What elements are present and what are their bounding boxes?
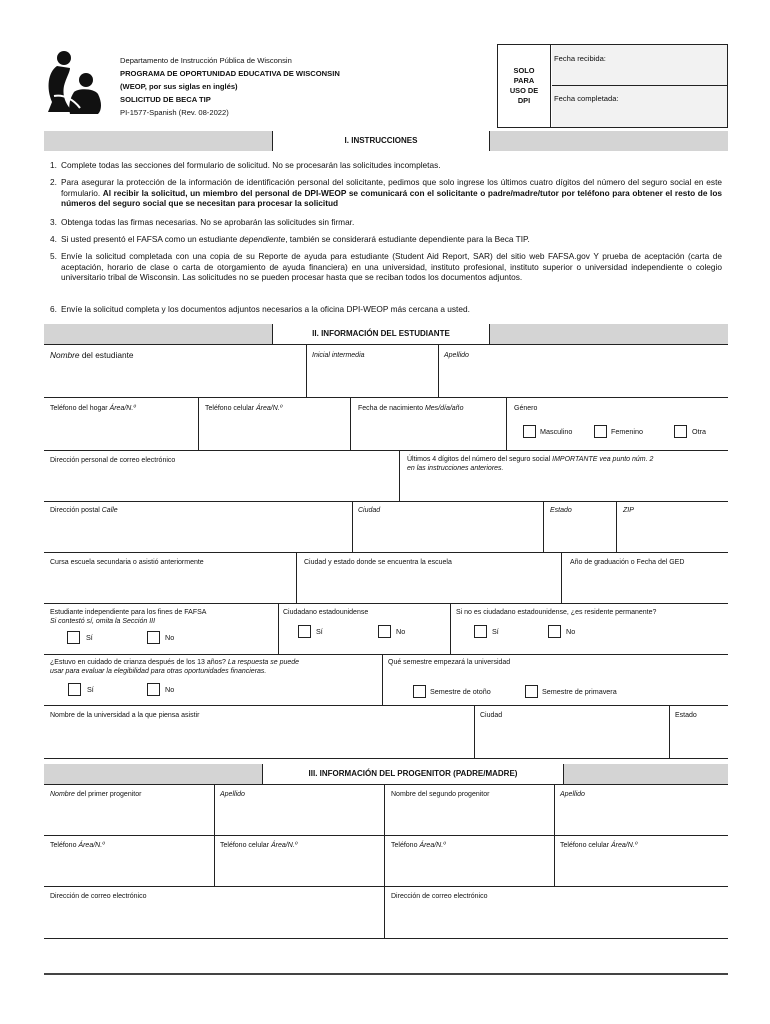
program-abbrev: (WEOP, por sus siglas en inglés) — [120, 82, 238, 91]
instruction-3: 3. Obtenga todas las firmas necesarias. No se aprobarán las solicitudes sin firmar. — [50, 217, 355, 227]
street-address-field[interactable]: Dirección postal Calle — [50, 507, 118, 514]
gender-female-checkbox[interactable] — [594, 425, 607, 438]
university-city-label: Ciudad — [480, 712, 503, 719]
section-3-title: III. INFORMACIÓN DEL PROGENITOR (PADRE/MADRE) — [262, 764, 564, 784]
footer-rule — [44, 973, 728, 975]
university-state-field[interactable] — [670, 706, 728, 758]
instruction-4: 4. Si usted presentó el FAFSA como un estudiante dependiente, también se considerará estudiante dependiente para la Beca TIP. — [50, 234, 530, 244]
citizen-yes-checkbox[interactable] — [298, 625, 311, 638]
city-field[interactable] — [353, 502, 543, 552]
state-label: Estado — [550, 507, 572, 514]
student-first-name-field[interactable]: Nombre del estudiante — [50, 350, 134, 360]
gender-male-checkbox[interactable] — [523, 425, 536, 438]
instruction-1: 1. Complete todas las secciones del formulario de solicitud. No se procesarán las solicitudes incompletas. — [50, 160, 441, 170]
student-last-name-field[interactable] — [439, 345, 728, 397]
foster-yes-checkbox[interactable] — [68, 683, 81, 696]
parent1-name-label: Nombre — [50, 791, 75, 798]
parent2-first-name-field[interactable] — [385, 785, 554, 835]
dob-field[interactable]: Fecha de nacimiento Mes/día/año — [358, 405, 464, 412]
graduation-year-label: Año de graduación o Fecha del GED — [570, 559, 685, 566]
instruction-5: 5. Envíe la solicitud completada con una copia de su Reporte de ayuda para estudiante (Student Aid Report, SAR) del sitio web FAFSA.gov Y prueba de aceptación (carta de aceptación, horario de clase o carta de otorgamiento de ayuda financiera) en una universidad, instituto profesional, instituto superior o universidad independiente o colegio universitario tribal de Wisconsin. Las solicitudes no se pueden procesar hasta que se reciban todos los documentos adjuntos. — [50, 251, 722, 283]
foster-no-checkbox[interactable] — [147, 683, 160, 696]
date-received-field[interactable] — [552, 45, 727, 86]
date-completed-field[interactable] — [552, 86, 727, 127]
resident-yes-checkbox[interactable] — [474, 625, 487, 638]
dpi-use-label-2: PARA — [513, 76, 535, 85]
ssn-label: Últimos 4 dígitos del número del seguro social — [407, 456, 553, 463]
dpi-use-box — [497, 44, 728, 128]
parent-child-logo-icon — [44, 50, 106, 116]
cell-phone-field[interactable]: Teléfono celular Área/N.º — [205, 405, 283, 412]
instruction-6: 6. Envíe la solicitud completa y los documentos adjuntos necesarios a la oficina DPI-WEOP más cercana a usted. — [50, 304, 470, 314]
section-2-bar — [44, 324, 728, 344]
gender-female-label: Femenino — [611, 427, 643, 436]
date-completed-label: Fecha completada: — [554, 94, 619, 103]
city-label: Ciudad — [358, 507, 381, 514]
section-1-bar — [44, 131, 728, 151]
gender-other-label: Otra — [692, 427, 706, 436]
state-field[interactable] — [544, 502, 616, 552]
dpi-use-label-3: USO DE — [509, 86, 539, 95]
form-id: PI-1577-Spanish (Rev. 08-2022) — [120, 108, 229, 117]
zip-label: ZIP — [623, 507, 634, 514]
fall-semester-checkbox[interactable] — [413, 685, 426, 698]
university-name-label: Nombre de la universidad a la que piensa asistir — [50, 712, 200, 719]
resident-no-checkbox[interactable] — [548, 625, 561, 638]
independent-no-checkbox[interactable] — [147, 631, 160, 644]
section-1-title: I. INSTRUCCIONES — [272, 131, 490, 151]
date-received-label: Fecha recibida: — [554, 54, 606, 63]
gender-male-label: Masculino — [540, 427, 573, 436]
permanent-resident-label: Si no es ciudadano estadounidense, ¿es residente permanente? — [456, 609, 657, 616]
home-phone-label: Teléfono del hogar — [50, 405, 110, 412]
gender-label: Género — [514, 405, 538, 412]
header-text — [120, 54, 490, 119]
school-city-state-field[interactable] — [297, 553, 561, 603]
start-semester-label: Qué semestre empezará la universidad — [388, 659, 511, 666]
parent2-phone-field[interactable]: Teléfono Área/N.º — [391, 842, 446, 849]
dpi-use-label-1: SOLO — [513, 66, 535, 75]
instruction-2: 2. Para asegurar la protección de la información de identificación personal del solicitante, pedimos que solo ingrese los últimos cuatro dígitos del número del seguro social en este formulario. Al recibir la solicitud, un miembro del personal de DPI-WEOP se comunicará con el solicitante o padre/madre/tutor por teléfono para obtener el resto de los números del seguro social que se necesitan para procesar la solicitud — [50, 177, 722, 209]
ssn-last4-field[interactable]: Últimos 4 dígitos del número del seguro social IMPORTANTE vea punto núm. 2 en las instrucciones anteriores. — [407, 456, 654, 472]
last-name-label: Apellido — [444, 352, 469, 359]
zip-field[interactable] — [617, 502, 728, 552]
middle-initial-field[interactable] — [307, 345, 438, 397]
student-email-label: Dirección personal de correo electrónico — [50, 457, 176, 464]
section-2-title: II. INFORMACIÓN DEL ESTUDIANTE — [272, 324, 490, 344]
foster-care-label: ¿Estuvo en cuidado de crianza después de los 13 años? — [50, 659, 228, 666]
student-email-field[interactable] — [44, 451, 399, 501]
parent1-cell-field[interactable]: Teléfono celular Área/N.º — [220, 842, 298, 849]
university-name-field[interactable] — [44, 706, 474, 758]
department-name: Departamento de Instrucción Pública de Wisconsin — [120, 56, 292, 65]
high-school-label: Cursa escuela secundaria o asistió anteriormente — [50, 559, 204, 566]
parent1-first-name-field[interactable]: Nombre del primer progenitor — [50, 791, 142, 798]
form-title: SOLICITUD DE BECA TIP — [120, 95, 211, 104]
section-3-bar — [44, 764, 728, 784]
cell-phone-label: Teléfono celular — [205, 405, 256, 412]
us-citizen-label: Ciudadano estadounidense — [283, 609, 369, 616]
school-city-state-label: Ciudad y estado donde se encuentra la escuela — [304, 559, 452, 566]
university-state-label: Estado — [675, 712, 697, 719]
high-school-field[interactable] — [44, 553, 296, 603]
parent1-email-field[interactable]: Dirección de correo electrónico — [50, 893, 147, 900]
street-label: Dirección postal — [50, 507, 102, 514]
parent2-name-label: Nombre del segundo progenitor — [391, 791, 490, 798]
program-name: PROGRAMA DE OPORTUNIDAD EDUCATIVA DE WISCONSIN — [120, 69, 340, 78]
parent1-phone-field[interactable]: Teléfono Área/N.º — [50, 842, 105, 849]
student-name-label: Nombre — [50, 350, 80, 360]
parent2-cell-field[interactable]: Teléfono celular Área/N.º — [560, 842, 638, 849]
dpi-use-label-4: DPI — [517, 96, 531, 105]
dpi-logo — [44, 50, 106, 116]
citizen-no-checkbox[interactable] — [378, 625, 391, 638]
gender-other-checkbox[interactable] — [674, 425, 687, 438]
home-phone-field[interactable]: Teléfono del hogar Área/N.º — [50, 405, 136, 412]
spring-semester-checkbox[interactable] — [525, 685, 538, 698]
parent1-last-name-field[interactable]: Apellido — [220, 791, 245, 798]
dob-label: Fecha de nacimiento — [358, 405, 425, 412]
middle-initial-label: Inicial intermedia — [312, 352, 365, 359]
graduation-year-field[interactable] — [562, 553, 728, 603]
independent-student-label: Estudiante independiente para los fines de FAFSA — [50, 609, 207, 616]
parent2-last-name-field[interactable]: Apellido — [560, 791, 585, 798]
independent-yes-checkbox[interactable] — [67, 631, 80, 644]
university-city-field[interactable] — [475, 706, 669, 758]
parent2-email-field[interactable]: Dirección de correo electrónico — [391, 893, 488, 900]
